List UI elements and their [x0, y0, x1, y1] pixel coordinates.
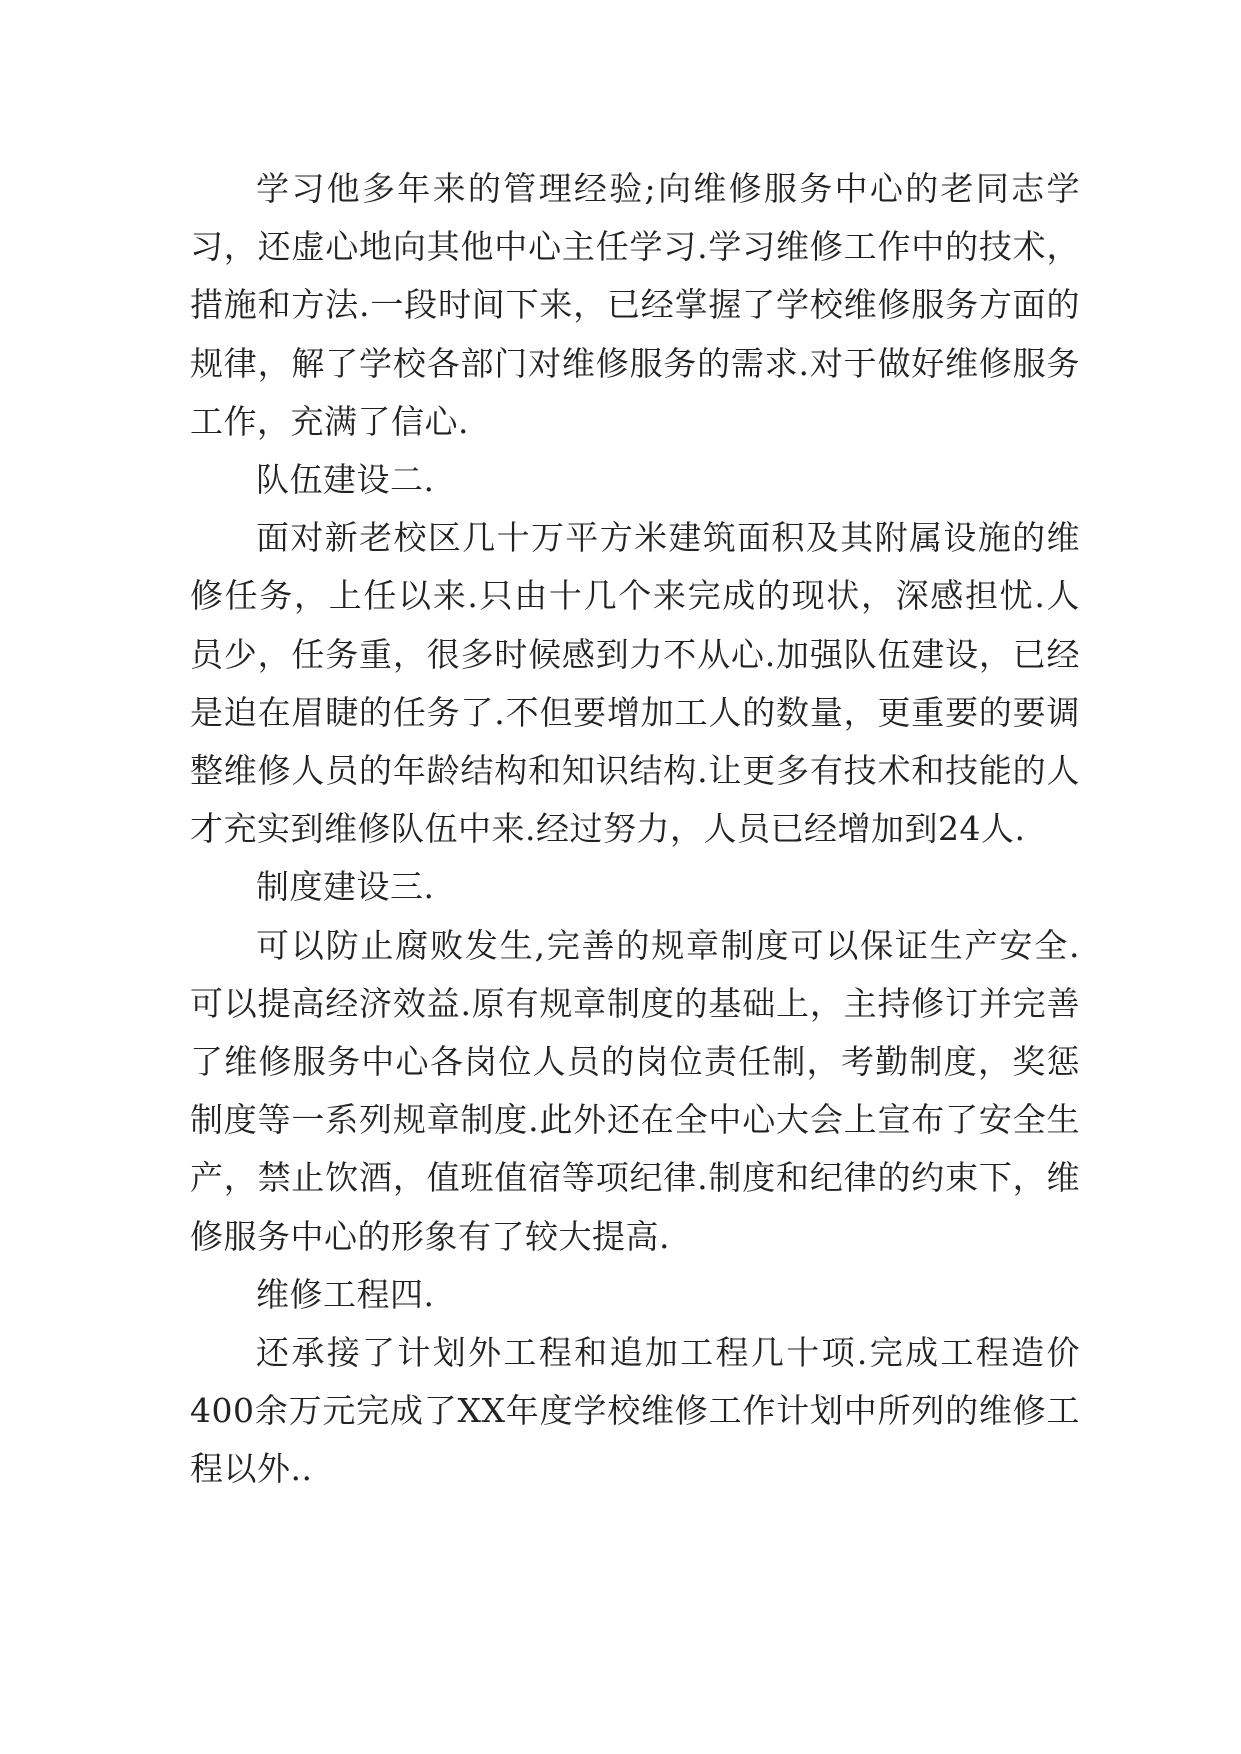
paragraph-study: 学习他多年来的管理经验;向维修服务中心的老同志学习，还虚心地向其他中心主任学习.学习维修工作中的技术，措施和方法.一段时间下来，已经掌握了学校维修服务方面的规律，解了学校各部门对维修服务的需求.对于做好维修服务工作，充满了信心.	[190, 169, 1080, 441]
paragraph-system-building: 可以防止腐败发生,完善的规章制度可以保证生产安全.可以提高经济效益.原有规章制度的基础上，主持修订并完善了维修服务中心各岗位人员的岗位责任制，考勤制度，奖惩制度等一系列规章制度.此外还在全中心大会上宣布了安全生产，禁止饮酒，值班值宿等项纪律.制度和纪律的约束下，维修服务中心的形象有了较大提高.	[190, 925, 1080, 1256]
document-body	[190, 160, 1080, 1499]
heading-team-building: 队伍建设二.	[256, 460, 435, 500]
paragraph-maintenance-projects: 还承接了计划外工程和追加工程几十项.完成工程造价400余万元完成了XX年度学校维修工作计划中所列的维修工程以外..	[190, 1333, 1080, 1489]
paragraph-team-building: 面对新老校区几十万平方米建筑面积及其附属设施的维修任务，上任以来.只由十几个来完成的现状，深感担忧.人员少，任务重，很多时候感到力不从心.加强队伍建设，已经是迫在眉睫的任务了.不但要增加工人的数量，更重要的要调整维修人员的年龄结构和知识结构.让更多有技术和技能的人才充实到维修队伍中来.经过努力，人员已经增加到24人.	[190, 518, 1080, 849]
heading-system-building: 制度建设三.	[256, 867, 435, 907]
heading-maintenance-projects: 维修工程四.	[256, 1274, 435, 1314]
